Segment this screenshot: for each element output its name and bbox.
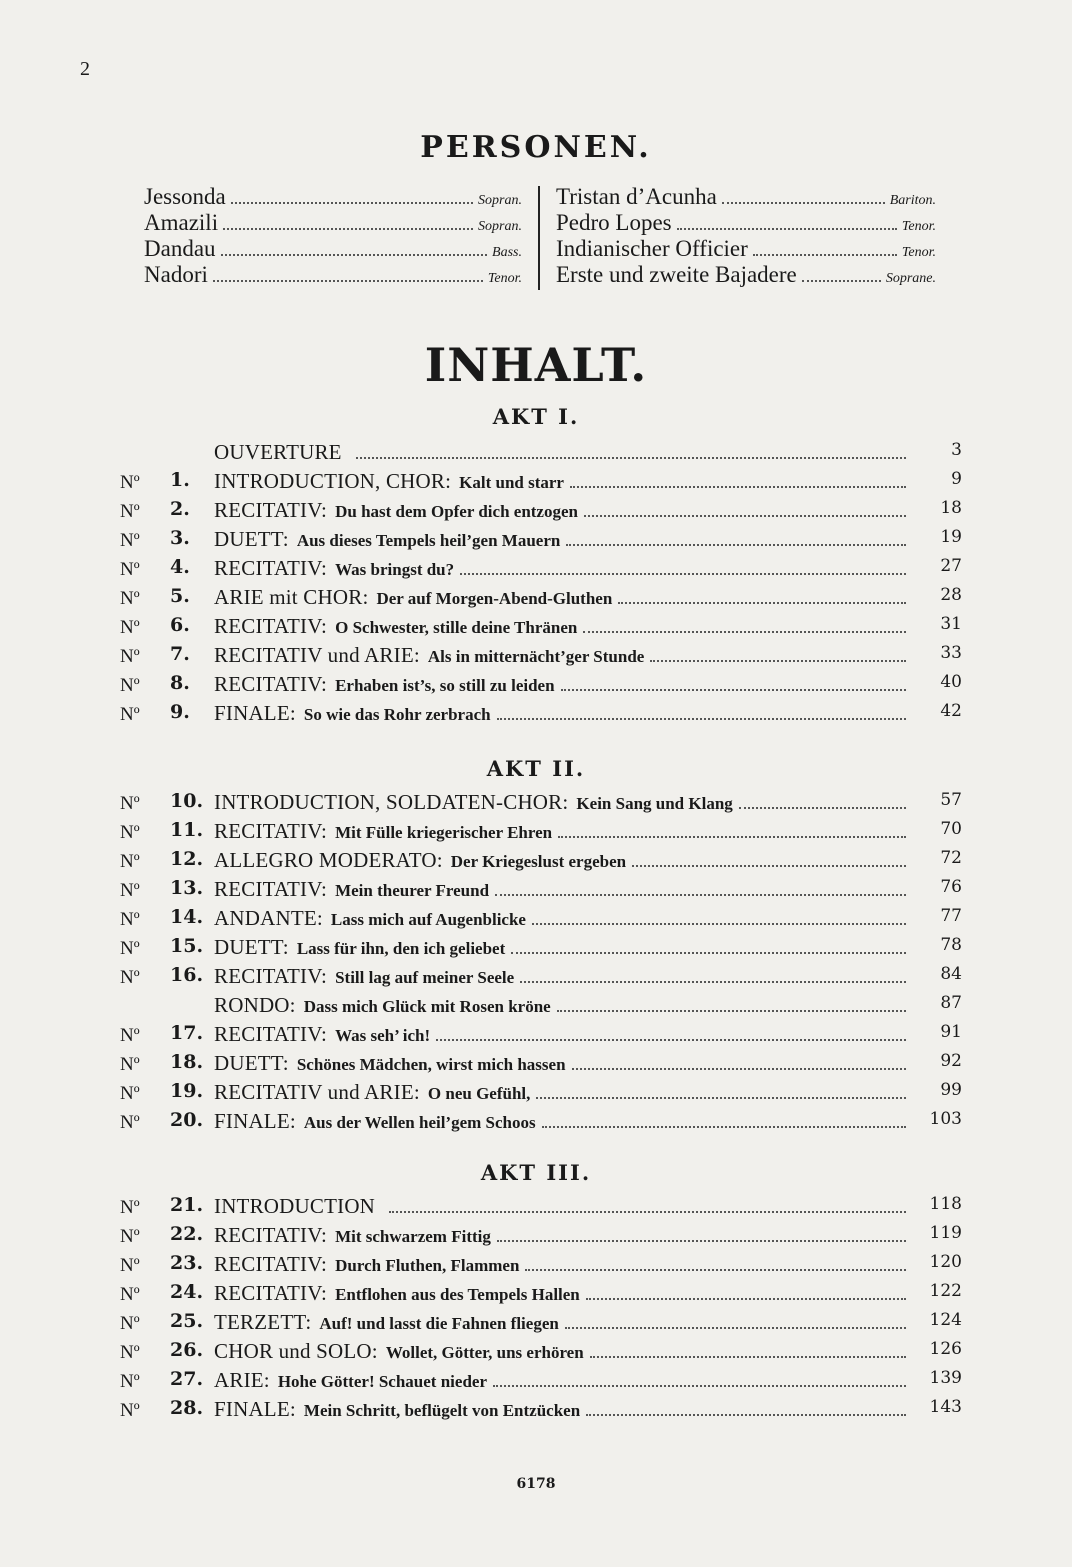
inhalt-title: INHALT. [424, 338, 648, 392]
leader-dots [213, 280, 483, 282]
number-sign: Nº [120, 1400, 140, 1421]
number-sign: Nº [120, 559, 140, 580]
cast-column-right [556, 184, 936, 288]
cast-row [556, 184, 936, 210]
number-sign: Nº [120, 938, 140, 959]
toc-row [120, 498, 962, 527]
leader-dots [558, 836, 906, 838]
entry-text [214, 701, 910, 726]
toc-row [120, 614, 962, 643]
entry-description: Dass mich Glück mit Rosen kröne [303, 997, 551, 1016]
entry-number: 27. [170, 1368, 204, 1390]
toc-row [120, 993, 962, 1022]
leader-dots [584, 515, 906, 517]
page-ref: 77 [940, 906, 962, 926]
role-name: Jessonda [144, 184, 226, 209]
page-ref: 27 [940, 556, 962, 576]
number-sign: Nº [120, 1255, 140, 1276]
number-sign: Nº [120, 704, 140, 725]
number-sign: Nº [120, 472, 140, 493]
leader-dots [436, 1039, 906, 1041]
number-sign: Nº [120, 1313, 140, 1334]
entry-text [214, 1109, 910, 1134]
entry-label: FINALE: [214, 1397, 296, 1421]
page-ref: 87 [940, 993, 962, 1013]
leader-dots [802, 280, 881, 282]
cast-row [144, 184, 522, 210]
entry-text [214, 498, 910, 523]
entry-description: Erhaben ist’s, so still zu leiden [335, 676, 555, 695]
leader-dots [493, 1385, 906, 1387]
toc-row [120, 1051, 962, 1080]
leader-dots [356, 457, 906, 459]
entry-description: Mit Fülle kriegerischer Ehren [335, 823, 553, 842]
entry-label: ARIE mit CHOR: [214, 585, 369, 609]
entry-number: 1. [170, 469, 190, 491]
leader-dots [570, 486, 906, 488]
number-sign: Nº [120, 1226, 140, 1247]
page-ref: 57 [940, 790, 962, 810]
entry-text [214, 819, 910, 844]
entry-label: RECITATIV: [214, 819, 328, 843]
page-number: 2 [80, 58, 90, 80]
toc-row [120, 440, 962, 469]
entry-text [214, 906, 910, 931]
page-ref: 120 [929, 1252, 962, 1272]
entry-label: FINALE: [214, 701, 296, 725]
entry-number: 16. [170, 964, 204, 986]
entry-text [214, 469, 910, 494]
entry-number: 28. [170, 1397, 204, 1419]
entry-number: 26. [170, 1339, 204, 1361]
page-ref: 126 [929, 1339, 962, 1359]
page-ref: 19 [940, 527, 962, 547]
toc-row [120, 1397, 962, 1426]
entry-text [214, 935, 910, 960]
leader-dots [583, 631, 906, 633]
entry-number: 19. [170, 1080, 204, 1102]
number-sign: Nº [120, 1025, 140, 1046]
entry-description: Lass mich auf Augenblicke [330, 910, 526, 929]
entry-number: 8. [170, 672, 190, 694]
number-sign: Nº [120, 967, 140, 988]
toc-row [120, 1194, 962, 1223]
number-sign: Nº [120, 880, 140, 901]
role-name: Amazili [144, 210, 219, 235]
entry-label: RECITATIV: [214, 1223, 328, 1247]
entry-number: 12. [170, 848, 204, 870]
toc-row [120, 1109, 962, 1138]
leader-dots [520, 981, 906, 983]
personen-title: PERSONEN. [420, 130, 652, 165]
entry-text [214, 790, 910, 815]
cast-row [556, 210, 936, 236]
leader-dots [389, 1211, 906, 1213]
entry-text [214, 1252, 910, 1277]
leader-dots [566, 544, 906, 546]
number-sign: Nº [120, 1284, 140, 1305]
entry-text [214, 1368, 910, 1393]
number-sign: Nº [120, 501, 140, 522]
leader-dots [677, 228, 897, 230]
page-ref: 72 [940, 848, 962, 868]
page-ref: 103 [929, 1109, 962, 1129]
entry-number: 15. [170, 935, 204, 957]
toc-row [120, 701, 962, 730]
toc-row [120, 1223, 962, 1252]
cast-row [144, 236, 522, 262]
toc-row [120, 556, 962, 585]
voice-type: Tenor. [487, 271, 522, 286]
number-sign: Nº [120, 646, 140, 667]
leader-dots [497, 718, 906, 720]
leader-dots [223, 228, 473, 230]
entry-description: Kalt und starr [459, 473, 564, 492]
voice-type: Bariton. [889, 193, 936, 208]
number-sign: Nº [120, 530, 140, 551]
leader-dots [536, 1097, 906, 1099]
entry-label: RONDO: [214, 993, 296, 1017]
entry-label: RECITATIV und ARIE: [214, 1080, 420, 1104]
voice-type: Sopran. [478, 193, 522, 208]
entry-description: O neu Gefühl, [427, 1084, 531, 1103]
entry-description: Mit schwarzem Fittig [335, 1227, 491, 1246]
toc-section-akt-2 [120, 790, 962, 1138]
leader-dots [231, 202, 473, 204]
page-ref: 40 [940, 672, 962, 692]
voice-type: Tenor. [901, 219, 936, 234]
number-sign: Nº [120, 1342, 140, 1363]
entry-description: Als in mitternächt’ger Stunde [427, 647, 645, 666]
column-divider [538, 186, 540, 290]
entry-text [214, 1310, 910, 1335]
entry-number: 7. [170, 643, 190, 665]
page-ref: 42 [940, 701, 962, 721]
entry-label: RECITATIV: [214, 614, 328, 638]
entry-label: RECITATIV: [214, 556, 328, 580]
entry-label: RECITATIV: [214, 1252, 328, 1276]
entry-text [214, 877, 910, 902]
entry-description: Kein Sang und Klang [576, 794, 733, 813]
entry-number: 20. [170, 1109, 204, 1131]
cast-row [144, 210, 522, 236]
entry-number: 2. [170, 498, 190, 520]
entry-description: Was seh’ ich! [335, 1026, 431, 1045]
leader-dots [586, 1414, 906, 1416]
entry-label: CHOR und SOLO: [214, 1339, 378, 1363]
leader-dots [586, 1298, 906, 1300]
entry-text [214, 964, 910, 989]
entry-description: Was bringst du? [335, 560, 455, 579]
entry-text [214, 1194, 910, 1219]
leader-dots [753, 254, 897, 256]
entry-number: 3. [170, 527, 190, 549]
toc-row [120, 1310, 962, 1339]
toc-row [120, 964, 962, 993]
entry-label: INTRODUCTION, CHOR: [214, 469, 452, 493]
leader-dots [572, 1068, 906, 1070]
page-ref: 76 [940, 877, 962, 897]
entry-label: TERZETT: [214, 1310, 312, 1334]
entry-text [214, 1281, 910, 1306]
akt-heading: AKT III. [480, 1160, 592, 1185]
entry-text [214, 672, 910, 697]
toc-row [120, 1368, 962, 1397]
number-sign: Nº [120, 822, 140, 843]
entry-text [214, 585, 910, 610]
leader-dots [590, 1356, 906, 1358]
toc-section-akt-1 [120, 440, 962, 730]
toc-row [120, 1252, 962, 1281]
entry-label: RECITATIV: [214, 877, 328, 901]
page-ref: 119 [929, 1223, 962, 1243]
entry-text [214, 1339, 910, 1364]
entry-description: Entflohen aus des Tempels Hallen [335, 1285, 580, 1304]
number-sign: Nº [120, 675, 140, 696]
akt-heading: AKT I. [492, 404, 580, 429]
entry-text [214, 848, 910, 873]
leader-dots [511, 952, 906, 954]
number-sign: Nº [120, 793, 140, 814]
toc-row [120, 585, 962, 614]
entry-number: 24. [170, 1281, 204, 1303]
page-ref: 84 [940, 964, 962, 984]
page-ref: 70 [940, 819, 962, 839]
number-sign: Nº [120, 1054, 140, 1075]
entry-number: 10. [170, 790, 204, 812]
number-sign: Nº [120, 1083, 140, 1104]
number-sign: Nº [120, 1197, 140, 1218]
number-sign: Nº [120, 909, 140, 930]
page-ref: 18 [940, 498, 962, 518]
entry-number: 5. [170, 585, 190, 607]
toc-row [120, 906, 962, 935]
entry-description: Hohe Götter! Schauet nieder [277, 1372, 487, 1391]
entry-label: RECITATIV: [214, 672, 328, 696]
leader-dots [565, 1327, 906, 1329]
voice-type: Tenor. [901, 245, 936, 260]
leader-dots [632, 865, 906, 867]
entry-label: ARIE: [214, 1368, 270, 1392]
entry-label: INTRODUCTION, SOLDATEN-CHOR: [214, 790, 569, 814]
entry-text [214, 1080, 910, 1105]
entry-number: 6. [170, 614, 190, 636]
entry-description: Wollet, Götter, uns erhören [385, 1343, 584, 1362]
role-name: Nadori [144, 262, 208, 287]
entry-description: Auf! und lasst die Fahnen fliegen [319, 1314, 559, 1333]
page-ref: 28 [940, 585, 962, 605]
cast-row [556, 262, 936, 288]
entry-number: 25. [170, 1310, 204, 1332]
page-ref: 91 [940, 1022, 962, 1042]
leader-dots [221, 254, 488, 256]
akt-heading: AKT II. [486, 756, 586, 781]
entry-label: DUETT: [214, 935, 289, 959]
entry-text [214, 440, 910, 465]
entry-number: 17. [170, 1022, 204, 1044]
toc-row [120, 672, 962, 701]
leader-dots [557, 1010, 906, 1012]
entry-text [214, 527, 910, 552]
entry-number: 4. [170, 556, 190, 578]
role-name: Indianischer Officier [556, 236, 748, 261]
leader-dots [460, 573, 906, 575]
voice-type: Sopran. [478, 219, 522, 234]
page-ref: 33 [940, 643, 962, 663]
voice-type: Bass. [492, 245, 522, 260]
entry-label: INTRODUCTION [214, 1194, 376, 1218]
toc-row [120, 935, 962, 964]
toc-row [120, 527, 962, 556]
entry-number: 11. [170, 819, 204, 841]
entry-description: Aus der Wellen heil’gem Schoos [303, 1113, 536, 1132]
entry-text [214, 1223, 910, 1248]
entry-number: 23. [170, 1252, 204, 1274]
toc-row [120, 469, 962, 498]
leader-dots [722, 202, 885, 204]
leader-dots [542, 1126, 906, 1128]
number-sign: Nº [120, 1371, 140, 1392]
leader-dots [525, 1269, 906, 1271]
entry-number: 22. [170, 1223, 204, 1245]
toc-row [120, 1339, 962, 1368]
entry-description: Aus dieses Tempels heil’gen Mauern [296, 531, 561, 550]
entry-label: FINALE: [214, 1109, 296, 1133]
role-name: Tristan d’Acunha [556, 184, 717, 209]
leader-dots [618, 602, 906, 604]
number-sign: Nº [120, 851, 140, 872]
entry-number: 18. [170, 1051, 204, 1073]
toc-section-akt-3 [120, 1194, 962, 1426]
cast-column-left [144, 184, 522, 288]
cast-list [144, 184, 944, 294]
leader-dots [739, 807, 906, 809]
number-sign: Nº [120, 1112, 140, 1133]
number-sign: Nº [120, 588, 140, 609]
entry-description: So wie das Rohr zerbrach [303, 705, 491, 724]
entry-number: 9. [170, 701, 190, 723]
page-ref: 122 [929, 1281, 962, 1301]
entry-text [214, 1022, 910, 1047]
toc-row [120, 819, 962, 848]
voice-type: Soprane. [885, 271, 936, 286]
page-ref: 143 [929, 1397, 962, 1417]
leader-dots [495, 894, 906, 896]
toc-row [120, 790, 962, 819]
page-ref: 78 [940, 935, 962, 955]
entry-label: OUVERTURE [214, 440, 342, 464]
plate-number: 6178 [516, 1476, 556, 1492]
entry-number: 13. [170, 877, 204, 899]
entry-text [214, 556, 910, 581]
entry-description: Du hast dem Opfer dich entzogen [335, 502, 578, 521]
entry-description: Der auf Morgen-Abend-Gluthen [376, 589, 613, 608]
entry-description: Der Kriegeslust ergeben [450, 852, 627, 871]
leader-dots [497, 1240, 906, 1242]
entry-label: DUETT: [214, 527, 289, 551]
entry-text [214, 1397, 910, 1422]
entry-number: 14. [170, 906, 204, 928]
page-ref: 3 [951, 440, 962, 460]
role-name: Dandau [144, 236, 216, 261]
toc-row [120, 1281, 962, 1310]
entry-description: Mein Schritt, beflügelt von Entzücken [303, 1401, 581, 1420]
page-ref: 9 [951, 469, 962, 489]
entry-label: ALLEGRO MODERATO: [214, 848, 443, 872]
entry-description: Lass für ihn, den ich geliebet [296, 939, 506, 958]
toc-row [120, 1080, 962, 1109]
entry-description: Still lag auf meiner Seele [335, 968, 515, 987]
leader-dots [532, 923, 906, 925]
number-sign: Nº [120, 617, 140, 638]
entry-number: 21. [170, 1194, 204, 1216]
entry-text [214, 614, 910, 639]
leader-dots [561, 689, 906, 691]
entry-label: RECITATIV: [214, 1281, 328, 1305]
cast-row [144, 262, 522, 288]
entry-label: RECITATIV und ARIE: [214, 643, 420, 667]
role-name: Erste und zweite Bajadere [556, 262, 797, 287]
entry-label: ANDANTE: [214, 906, 323, 930]
entry-description: Durch Fluthen, Flammen [335, 1256, 520, 1275]
entry-text [214, 643, 910, 668]
entry-text [214, 993, 910, 1018]
entry-label: RECITATIV: [214, 1022, 328, 1046]
page-ref: 92 [940, 1051, 962, 1071]
entry-label: RECITATIV: [214, 498, 328, 522]
entry-text [214, 1051, 910, 1076]
entry-description: O Schwester, stille deine Thränen [335, 618, 578, 637]
page-ref: 124 [929, 1310, 962, 1330]
toc-row [120, 1022, 962, 1051]
page-ref: 118 [929, 1194, 962, 1214]
entry-description: Mein theurer Freund [335, 881, 490, 900]
entry-label: DUETT: [214, 1051, 289, 1075]
page-ref: 99 [940, 1080, 962, 1100]
page-ref: 139 [929, 1368, 962, 1388]
toc-row [120, 877, 962, 906]
cast-row [556, 236, 936, 262]
leader-dots [650, 660, 906, 662]
toc-row [120, 848, 962, 877]
entry-description: Schönes Mädchen, wirst mich hassen [296, 1055, 566, 1074]
toc-row [120, 643, 962, 672]
role-name: Pedro Lopes [556, 210, 672, 235]
page-ref: 31 [940, 614, 962, 634]
entry-label: RECITATIV: [214, 964, 328, 988]
